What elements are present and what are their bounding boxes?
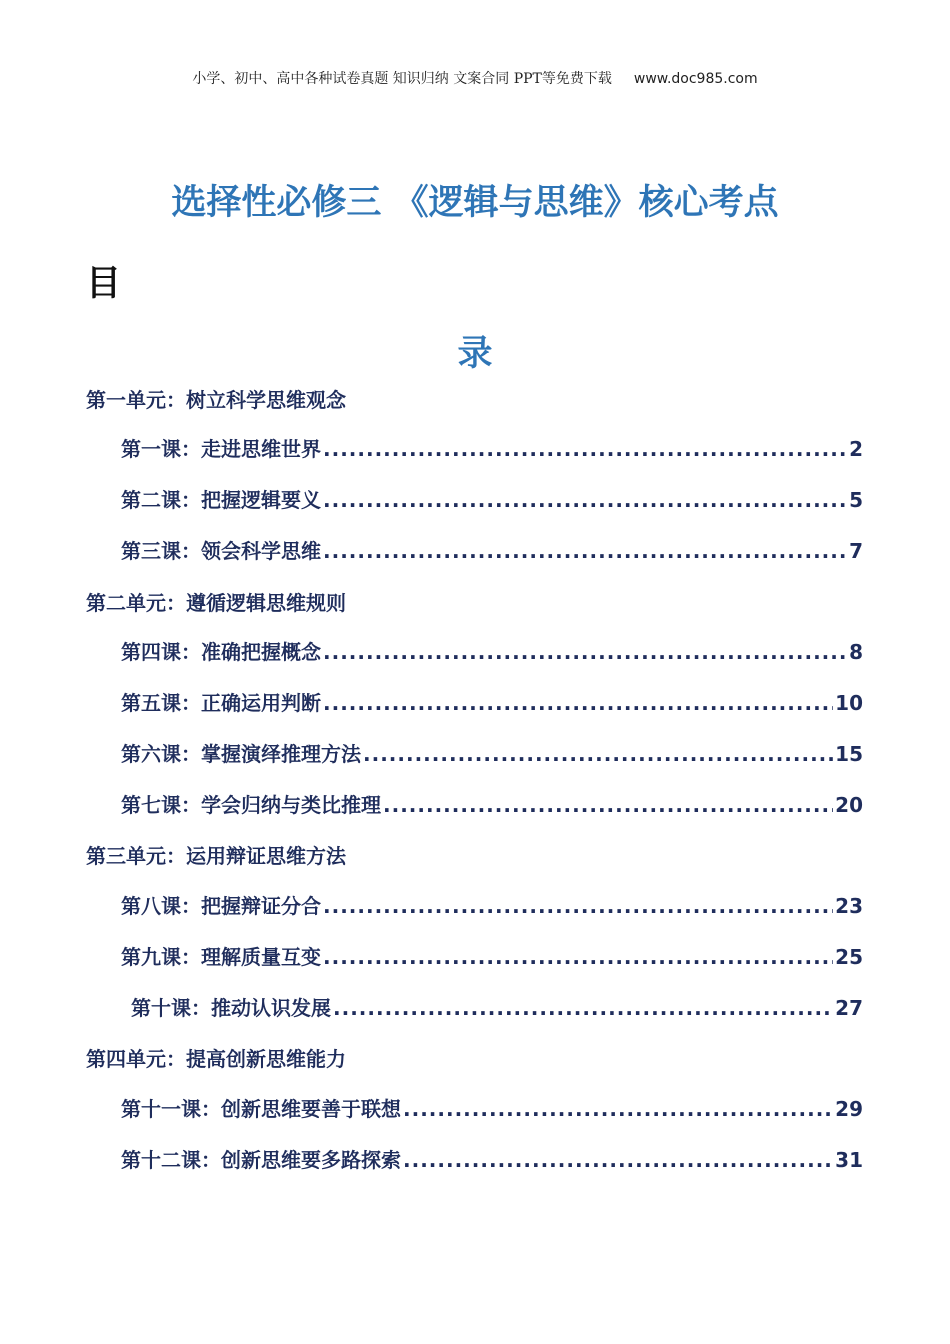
toc-page-number: 27 (835, 996, 863, 1020)
toc-lesson-1[interactable] (121, 433, 863, 462)
toc-leader-dots (383, 793, 833, 817)
toc-lesson-12[interactable] (121, 1144, 863, 1173)
toc-leader-dots (323, 437, 847, 461)
toc-unit-1[interactable]: 第一单元：树立科学思维观念 (86, 388, 346, 412)
toc-lesson-label: 第九课：理解质量互变 (121, 945, 321, 969)
toc-lesson-7[interactable] (121, 789, 863, 818)
toc-leader-dots (403, 1097, 833, 1121)
toc-leader-dots (323, 488, 847, 512)
toc-lesson-label: 第三课：领会科学思维 (121, 539, 321, 563)
document-title: 选择性必修三 《逻辑与思维》核心考点 (171, 183, 779, 223)
toc-page-number: 2 (849, 437, 863, 461)
toc-lesson-label: 第四课：准确把握概念 (121, 640, 321, 664)
toc-page-number: 5 (849, 488, 863, 512)
toc-leader-dots (323, 945, 833, 969)
toc-page-number: 8 (849, 640, 863, 664)
header-url[interactable]: www.doc985.com (633, 71, 758, 87)
toc-heading-part2: 录 (457, 334, 493, 374)
toc-lesson-label: 第七课：学会归纳与类比推理 (121, 793, 381, 817)
toc-unit-2[interactable]: 第二单元：遵循逻辑思维规则 (86, 591, 346, 615)
toc-leader-dots (323, 894, 833, 918)
toc-lesson-label: 第十课：推动认识发展 (131, 996, 331, 1020)
toc-lesson-label: 第十二课：创新思维要多路探索 (121, 1148, 401, 1172)
toc-lesson-label: 第五课：正确运用判断 (121, 691, 321, 715)
toc-leader-dots (323, 691, 833, 715)
toc-unit-4[interactable]: 第四单元：提高创新思维能力 (86, 1047, 346, 1071)
toc-unit-3[interactable]: 第三单元：运用辩证思维方法 (86, 844, 346, 868)
header-text: 小学、初中、高中各种试卷真题 知识归纳 文案合同 PPT等免费下载 (192, 71, 612, 87)
toc-leader-dots (403, 1148, 833, 1172)
toc-heading-part1: 目 (86, 264, 122, 304)
toc-lesson-label: 第六课：掌握演绎推理方法 (121, 742, 361, 766)
toc-lesson-4[interactable] (121, 636, 863, 665)
toc-leader-dots (323, 539, 847, 563)
toc-lesson-label: 第二课：把握逻辑要义 (121, 488, 321, 512)
toc-lesson-label: 第八课：把握辩证分合 (121, 894, 321, 918)
toc-lesson-6[interactable] (121, 738, 863, 767)
page-header (0, 68, 950, 88)
toc-page-number: 23 (835, 894, 863, 918)
toc-lesson-10[interactable] (131, 992, 863, 1021)
toc-lesson-11[interactable] (121, 1093, 863, 1122)
toc-lesson-8[interactable] (121, 890, 863, 919)
toc-page-number: 7 (849, 539, 863, 563)
toc-page-number: 25 (835, 945, 863, 969)
toc-lesson-5[interactable] (121, 687, 863, 716)
toc-lesson-3[interactable] (121, 535, 863, 564)
toc-page-number: 20 (835, 793, 863, 817)
toc-lesson-label: 第一课：走进思维世界 (121, 437, 321, 461)
toc-page-number: 10 (835, 691, 863, 715)
toc-leader-dots (333, 996, 833, 1020)
toc-leader-dots (323, 640, 847, 664)
toc-lesson-2[interactable] (121, 484, 863, 513)
toc-leader-dots (363, 742, 833, 766)
toc-page-number: 29 (835, 1097, 863, 1121)
toc-lesson-label: 第十一课：创新思维要善于联想 (121, 1097, 401, 1121)
toc-page-number: 31 (835, 1148, 863, 1172)
toc-lesson-9[interactable] (121, 941, 863, 970)
toc-page-number: 15 (835, 742, 863, 766)
